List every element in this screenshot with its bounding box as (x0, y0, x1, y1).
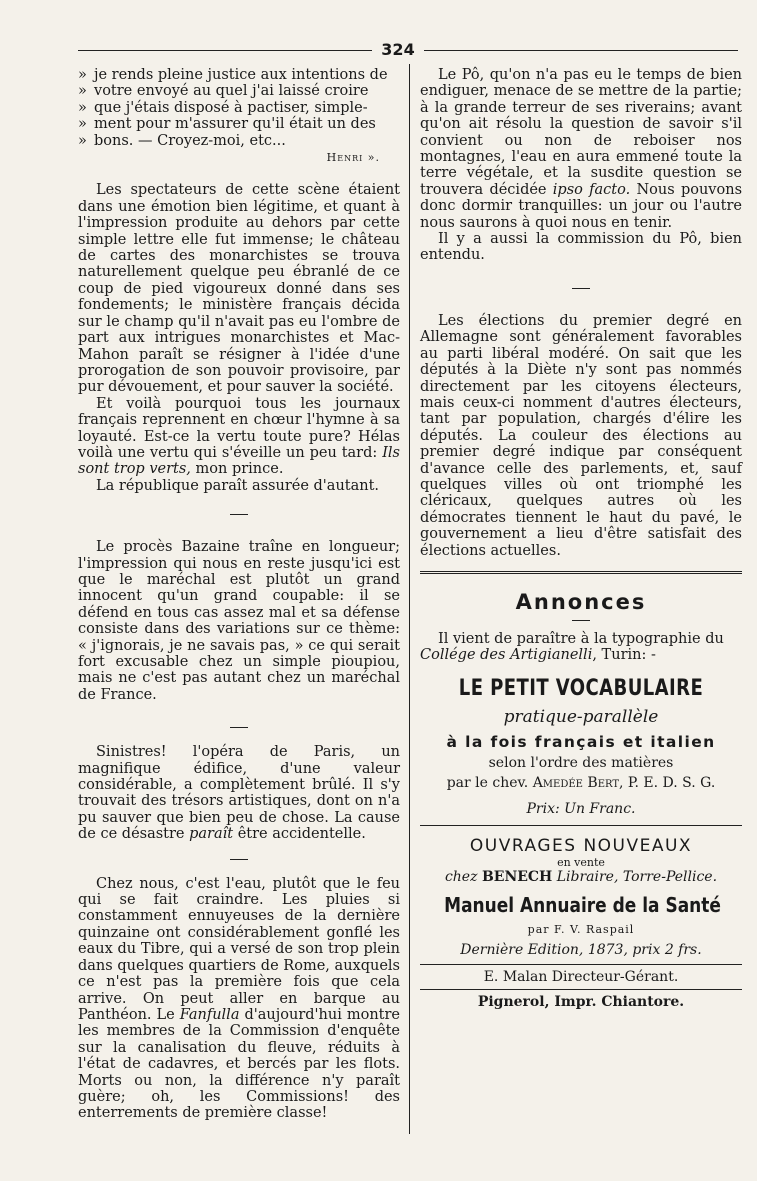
paragraph: Il y a aussi la commission du Pô, bien entendu. (420, 231, 742, 264)
new-works-bookseller: chez BENECH Libraire, Torre-Pellice. (444, 868, 718, 885)
paragraph: Le procès Bazaine traîne en longueur; l'impression qui nous en reste jusqu'ici est que le maréchal est plutôt un grand innocent qu'un grand coupable: il se défend en tous cas assez mal et sa défense consiste dans des variations sur ce thème: « j'ignorais, je ne savais pas, » ce qui serait fort excusable chez un simple pioupiou, mais ne c'est pas autant chez un maréchal de France. (78, 539, 400, 703)
announcements-title: Annonces (515, 589, 647, 614)
new-works-title: OUVRAGES NOUVEAUX (469, 835, 693, 856)
announcement-intro: Il vient de paraître à la typographie du (438, 630, 724, 647)
signature: Henri ». (326, 151, 380, 165)
new-works-vente: en vente (557, 855, 605, 869)
header-rule-right (424, 50, 738, 51)
printer-line: Pignerol, Impr. Chiantore. (477, 993, 685, 1010)
announcements-rule (420, 571, 742, 574)
paragraph: La république paraît assurée d'autant. (96, 477, 380, 494)
vocabulary-author: par le chev. Amedée Bert, P. E. D. S. G. (446, 774, 716, 791)
paragraph: Sinistres! l'opéra de Paris, un magnifique édifice, d'une valeur considérable, a complètement brûlé. Il s'y trouvait des trésors artistiques, dont on n'a pu sauver que bien peu de chose. La cause de ce désastre paraît être accidentelle. (78, 744, 400, 843)
paragraph: Les spectateurs de cette scène étaient dans une émotion bien légitime, et quant à l'impression produite au dehors par cette simple lettre elle fut immense; le château de cartes des monarchistes se trouva naturellement quelque peu ébranlé de ce coup de pied vigoureux donné dans ses fondements; le ministère français décida sur le champ qu'il n'avait pas eu l'ombre de part aux intrigues monarchistes et Mac-Mahon paraît se résigner à l'idée d'une prorogation de son pouvoir provisoire, par pur dévouement, et pour sauver la société. (78, 182, 400, 396)
vocabulary-languages: à la fois français et italien (446, 732, 716, 751)
vocabulary-price: Prix: Un Franc. (526, 800, 636, 817)
vocabulary-title: LE PETIT VOCABULAIRE (458, 675, 704, 701)
paragraph: Chez nous, c'est l'eau, plutôt que le feu qui se fait craindre. Les pluies si constamment ennuyeuses de la dernière quinzaine ont considérablement gonflé les eaux du Tibre, qui a versé de son trop plein dans quelques quartiers de Rome, auxquels ce n'est pas la première fois que cela arrive. On peut aller en barque au Panthéon. Le Fanfulla d'aujourd'hui montre les membres de la Commission d'enquête sur la canalisation du fleuve, réduits à l'état de cadavres, et bercés par les flots. Morts ou non, la différence n'y paraît guère; oh, les Commissions! des enterrements de première classe! (78, 875, 401, 1122)
vocabulary-order: selon l'ordre des matières (488, 754, 674, 771)
manual-title: Manuel Annuaire de la Santé (444, 892, 721, 917)
right-column (420, 67, 742, 1010)
header-rule-left (78, 50, 372, 51)
announcement-college: Collége des Artigianelli, Turin: - (420, 647, 656, 664)
page-number: 324 (381, 40, 415, 59)
paragraph: Le Pô, qu'on n'a pas eu le temps de bien endiguer, menace de se mettre de la partie; à la grande terreur de ses riverains; avant qu'on ait résolu la question de savoir s'il convient ou non de reboiser nos montagnes, l'eau en aura emmené toute la terre végétale, et la susdite question se trouvera décidée ipso facto. Nous pouvons donc dormir tranquilles: un jour ou l'autre nous saurons à quoi nous en tenir. (420, 67, 743, 231)
vocabulary-subtitle: pratique-parallèle (503, 706, 659, 727)
letter-quote: » je rends pleine justice aux intentions de » votre envoyé au quel j'ai laissé croire » que j'étais disposé à pactiser, simple- » ment pour m'assurer qu'il était un des » bons. — Croyez-moi, etc... (78, 67, 388, 149)
paragraph: Les élections du premier degré en Allemagne sont généralement favorables au parti libéral modéré. On sait que les députés à la Diète n'y sont pas nommés directement par les citoyens électeurs, mais ceux-ci nomment d'autres électeurs, tant par population, chargés d'élire les députés. La couleur des élections au premier degré indique par conséquent d'avance celle des parlements, et, sauf quelques villes où ont triomphé les cléricaux, quelques autres où les démocrates tiennent le haut du pavé, le gouvernement a lieu d'être satisfait des élections actuelles. (420, 312, 742, 559)
left-column (78, 67, 400, 1122)
paragraph: Et voilà pourquoi tous les journaux français reprennent en chœur l'hymne à sa loyauté. Est-ce la vertu toute pure? Hélas voilà une vertu qui s'éveille un peu tard: Ils sont trop verts, mon prince. (78, 395, 400, 478)
manual-author: par F. V. Raspail (527, 922, 635, 936)
editor-line: E. Malan Directeur-Gérant. (483, 968, 679, 985)
page-header (78, 40, 738, 62)
column-divider (409, 64, 410, 1134)
manual-edition: Dernière Edition, 1873, prix 2 frs. (460, 941, 702, 958)
